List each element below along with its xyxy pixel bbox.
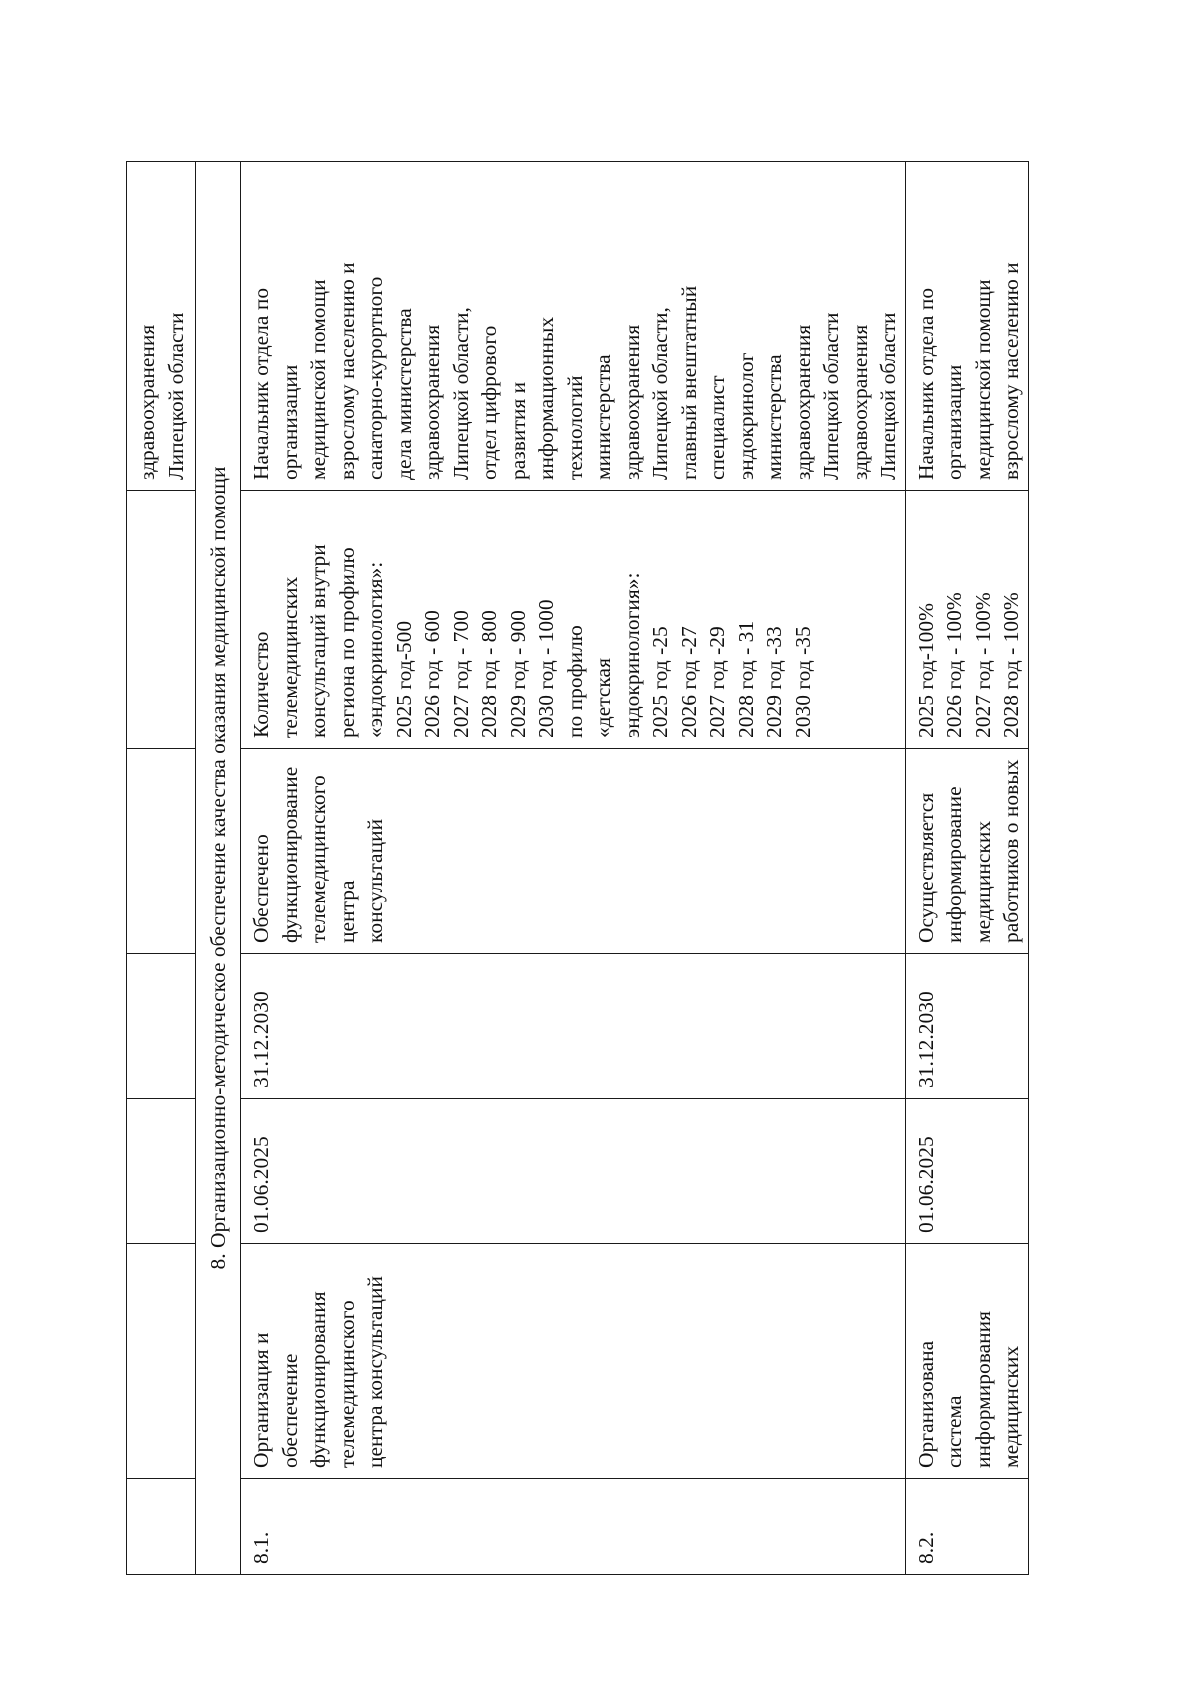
table-row [905, 162, 1028, 1575]
responsible-text: Начальник отдела по организации медицинской помощи взрослому населению и санаторно-курортного дела министерства здравоохранения Липецкой области, отдел цифрового развития и информационных технологий министерства здравоохранения Липецкой области, главный внештатный специалист эндокринолог министерства здравоохранения Липецкой области здравоохранения Липецкой области [249, 262, 900, 480]
cell-result [905, 749, 1028, 954]
start-date: 01.06.2025 [913, 1136, 938, 1233]
rotated-landscape-page [126, 162, 1023, 1575]
result-text: Обеспечено функционирование телемедицинского центра консультаций [249, 766, 387, 943]
row-number: 8.1. [249, 1531, 273, 1564]
cell-indicator [905, 491, 1028, 749]
start-date: 01.06.2025 [249, 1136, 273, 1233]
cell-responsible [241, 162, 906, 491]
plan-table [126, 161, 1029, 1575]
section-title: 8. Организационно-методическое обеспечение качества оказания медицинской помощи [196, 162, 241, 1575]
event-text: Организована система информирования медицинских [913, 1310, 1023, 1468]
end-date: 31.12.2030 [249, 991, 273, 1088]
table-row [241, 162, 906, 1575]
cell-event [905, 1244, 1028, 1479]
prev-responsible-text: здравоохранения Липецкой области [135, 312, 188, 480]
indicator-text: Количество телемедицинских консультаций внутри региона по профилю «эндокринология»: 2025 год-500 2026 год - 600 2027 год - 700 2028 год - 800 2029 год - 900 2030 год - 1000 по профилю «детская эндокринология»: 2025 год -25 2026 год -27 2027 год -29 2028 год - 31 2029 год -33 2030 год -35 [249, 544, 815, 738]
cell-result [241, 749, 906, 954]
cell-start-date [905, 1099, 1028, 1244]
result-text: Осуществляется информирование медицинских работников о новых [913, 759, 1023, 943]
end-date: 31.12.2030 [913, 991, 938, 1088]
cell-prev-start [127, 1099, 196, 1244]
cell-prev-indicator [127, 491, 196, 749]
indicator-text: 2025 год-100% 2026 год - 100% 2027 год - 100% 2028 год - 100% [913, 592, 1023, 738]
cell-number [905, 1479, 1028, 1575]
row-number: 8.2. [913, 1531, 938, 1564]
table-row-previous [127, 162, 196, 1575]
cell-prev-end [127, 954, 196, 1099]
cell-indicator [241, 491, 906, 749]
cell-event [241, 1244, 906, 1479]
cell-number [241, 1479, 906, 1575]
cell-end-date [241, 954, 906, 1099]
cell-end-date [905, 954, 1028, 1099]
cell-prev-responsible [127, 162, 196, 491]
cell-prev-event [127, 1244, 196, 1479]
event-text: Организация и обеспечение функционирования телемедицинского центра консультаций [249, 1276, 387, 1468]
section-header-row [196, 162, 241, 1575]
cell-responsible [905, 162, 1028, 491]
cell-prev-result [127, 749, 196, 954]
responsible-text: Начальник отдела по организации медицинской помощи взрослому населению и [913, 262, 1023, 480]
cell-prev-num [127, 1479, 196, 1575]
cell-start-date [241, 1099, 906, 1244]
